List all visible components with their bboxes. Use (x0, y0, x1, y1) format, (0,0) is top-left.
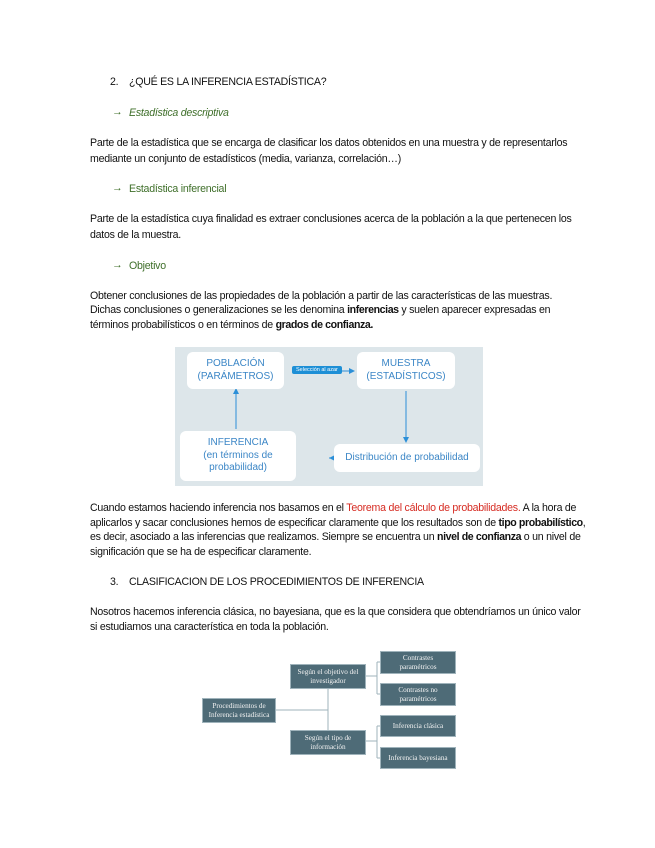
section-2-title: ¿QUÉ ES LA INFERENCIA ESTADÍSTICA? (129, 76, 327, 88)
subheading-estadistica-descriptiva: Estadística descriptiva (129, 107, 229, 119)
red-teorema: Teorema del cálculo de probabilidades. (346, 502, 521, 514)
subheading-estadistica-inferencial: Estadística inferencial (129, 183, 227, 195)
node-procedimientos: Procedimientos de Inferencia estadística (202, 698, 276, 723)
section-3-number: 3. (110, 576, 119, 588)
paragraph-5-line-2: si estudiamos una característica en toda la población. (90, 621, 329, 633)
box-distribucion: Distribución de probabilidad (334, 444, 480, 472)
classification-diagram (200, 648, 460, 773)
node-segun-objetivo: Según el objetivo del investigador (290, 664, 366, 689)
paragraph-4-line-1: Cuando estamos haciendo inferencia nos basamos en el Teorema del cálculo de probabilidades. A la hora de (90, 502, 577, 514)
paragraph-4-line-3: es decir, asociado a las inferencias que realizamos. Siempre se encuentra un nivel de confianza o un nivel de (90, 531, 581, 543)
node-contrastes-parametricos: Contrastes paramétricos (380, 651, 456, 674)
paragraph-3-line-2: Dichas conclusiones o generalizaciones se les denomina inferencias y suelen aparecer expresadas en (90, 304, 551, 316)
subheading-objetivo: Objetivo (129, 260, 166, 272)
paragraph-1-line-1: Parte de la estadística que se encarga de clasificar los datos obtenidos en una muestra y de representarlos (90, 137, 568, 149)
paragraph-3-line-1: Obtener conclusiones de las propiedades de la población a partir de las características de las muestras. (90, 290, 553, 302)
paragraph-2-line-1: Parte de la estadística cuya finalidad es extraer conclusiones acerca de la población a la que pertenecen los (90, 213, 572, 225)
paragraph-5-line-1: Nosotros hacemos inferencia clásica, no bayesiana, que es la que considera que obtendríamos un único valor (90, 606, 581, 618)
node-inferencia-bayesiana: Inferencia bayesiana (380, 747, 456, 769)
section-2-number: 2. (110, 76, 119, 88)
inference-diagram (175, 347, 483, 486)
bold-grados-de-confianza: grados de confianza. (275, 319, 373, 331)
label-seleccion-al-azar: Selección al azar (292, 366, 342, 374)
bold-nivel-de-confianza: nivel de confianza (437, 531, 522, 543)
node-contrastes-no-parametricos: Contrastes no paramétricos (380, 683, 456, 706)
paragraph-3-line-3: términos probabilísticos o en términos de grados de confianza. (90, 319, 373, 331)
paragraph-1-line-2: mediante un conjunto de estadísticos (media, varianza, correlación…) (90, 153, 401, 165)
node-inferencia-clasica: Inferencia clásica (380, 715, 456, 737)
box-inferencia: INFERENCIA (en términos de probabilidad) (180, 431, 296, 481)
box-poblacion: POBLACIÓN (PARÁMETROS) (187, 352, 284, 389)
arrow-icon: → (112, 182, 123, 194)
arrow-icon: → (112, 259, 123, 271)
paragraph-4-line-2: aplicarlos y sacar conclusiones hemos de especificar claramente que los resultados son de tipo probabilístico, (90, 517, 586, 529)
bold-inferencias: inferencias (347, 304, 399, 316)
paragraph-2-line-2: datos de la muestra. (90, 229, 181, 241)
arrow-icon: → (112, 106, 123, 118)
paragraph-4-line-4: significación que se ha de especificar claramente. (90, 546, 312, 558)
box-muestra: MUESTRA (ESTADÍSTICOS) (357, 352, 455, 389)
bold-tipo-probabilistico: tipo probabilístico (498, 517, 583, 529)
section-3-title: CLASIFICACION DE LOS PROCEDIMIENTOS DE INFERENCIA (129, 576, 424, 588)
node-segun-tipo: Según el tipo de información (290, 730, 366, 755)
